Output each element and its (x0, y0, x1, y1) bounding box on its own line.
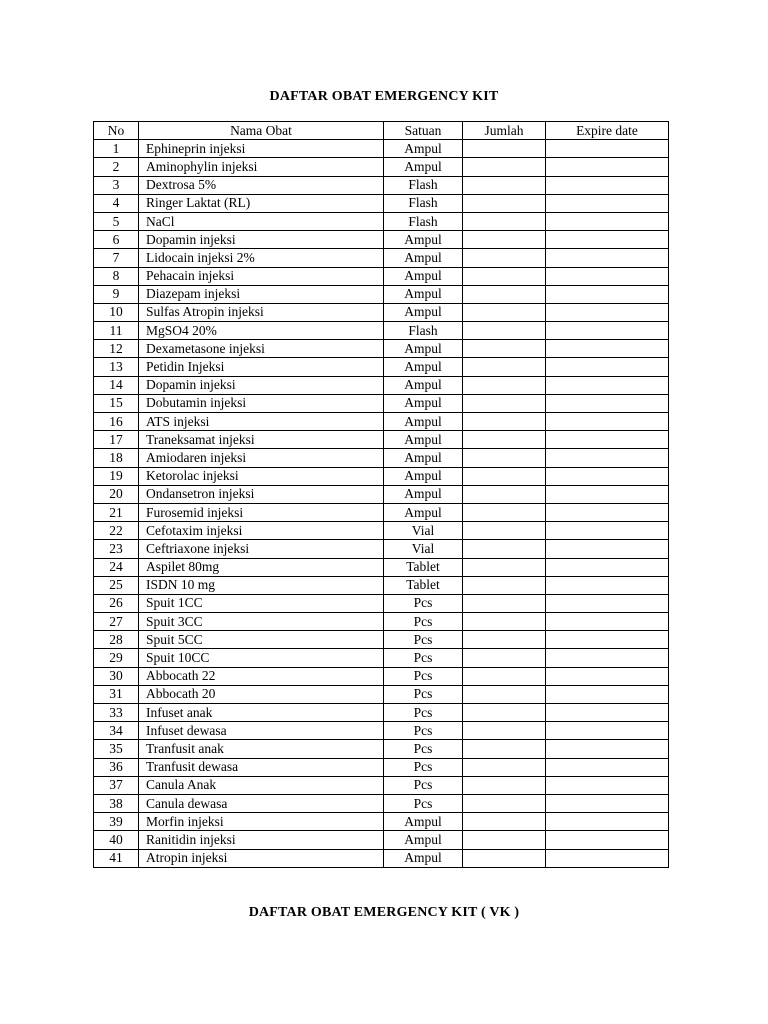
cell-no: 18 (94, 449, 139, 467)
cell-expire-date (546, 212, 669, 230)
cell-no: 24 (94, 558, 139, 576)
table-row (94, 685, 669, 703)
cell-no: 6 (94, 231, 139, 249)
cell-expire-date (546, 649, 669, 667)
cell-quantity (463, 594, 546, 612)
cell-quantity (463, 558, 546, 576)
cell-quantity (463, 758, 546, 776)
cell-quantity (463, 158, 546, 176)
table-row (94, 358, 669, 376)
cell-quantity (463, 376, 546, 394)
cell-medicine-name: Dobutamin injeksi (139, 394, 384, 412)
cell-no: 20 (94, 485, 139, 503)
cell-medicine-name: Aspilet 80mg (139, 558, 384, 576)
cell-no: 23 (94, 540, 139, 558)
cell-medicine-name: Tranfusit anak (139, 740, 384, 758)
cell-quantity (463, 231, 546, 249)
cell-unit: Ampul (384, 376, 463, 394)
table-row (94, 831, 669, 849)
cell-quantity (463, 212, 546, 230)
cell-no: 37 (94, 776, 139, 794)
cell-expire-date (546, 140, 669, 158)
cell-unit: Flash (384, 194, 463, 212)
table-row (94, 522, 669, 540)
cell-no: 10 (94, 303, 139, 321)
cell-expire-date (546, 813, 669, 831)
cell-no: 4 (94, 194, 139, 212)
table-row (94, 485, 669, 503)
cell-medicine-name: Ringer Laktat (RL) (139, 194, 384, 212)
table-row (94, 813, 669, 831)
cell-expire-date (546, 503, 669, 521)
cell-expire-date (546, 467, 669, 485)
cell-quantity (463, 413, 546, 431)
cell-medicine-name: Abbocath 22 (139, 667, 384, 685)
cell-quantity (463, 467, 546, 485)
cell-expire-date (546, 413, 669, 431)
table-row (94, 849, 669, 867)
cell-quantity (463, 285, 546, 303)
table-row (94, 231, 669, 249)
cell-unit: Vial (384, 540, 463, 558)
cell-expire-date (546, 613, 669, 631)
cell-no: 29 (94, 649, 139, 667)
cell-medicine-name: Spuit 10CC (139, 649, 384, 667)
table-row (94, 449, 669, 467)
table-row (94, 794, 669, 812)
cell-medicine-name: Tranfusit dewasa (139, 758, 384, 776)
cell-quantity (463, 704, 546, 722)
cell-quantity (463, 831, 546, 849)
cell-expire-date (546, 704, 669, 722)
cell-no: 15 (94, 394, 139, 412)
cell-expire-date (546, 249, 669, 267)
cell-no: 11 (94, 322, 139, 340)
table-row (94, 431, 669, 449)
cell-medicine-name: Pehacain injeksi (139, 267, 384, 285)
cell-medicine-name: Morfin injeksi (139, 813, 384, 831)
table-row (94, 394, 669, 412)
cell-quantity (463, 394, 546, 412)
cell-expire-date (546, 594, 669, 612)
table-row (94, 740, 669, 758)
cell-medicine-name: Sulfas Atropin injeksi (139, 303, 384, 321)
cell-no: 16 (94, 413, 139, 431)
cell-unit: Ampul (384, 503, 463, 521)
table-row (94, 558, 669, 576)
cell-quantity (463, 503, 546, 521)
cell-unit: Tablet (384, 576, 463, 594)
table-row (94, 140, 669, 158)
table-body (94, 140, 669, 868)
cell-no: 30 (94, 667, 139, 685)
cell-unit: Ampul (384, 394, 463, 412)
cell-quantity (463, 340, 546, 358)
cell-medicine-name: Dextrosa 5% (139, 176, 384, 194)
cell-unit: Ampul (384, 831, 463, 849)
cell-unit: Pcs (384, 594, 463, 612)
cell-unit: Pcs (384, 776, 463, 794)
table-row (94, 503, 669, 521)
table-row (94, 413, 669, 431)
cell-expire-date (546, 831, 669, 849)
cell-unit: Pcs (384, 667, 463, 685)
cell-no: 5 (94, 212, 139, 230)
cell-medicine-name: Ephineprin injeksi (139, 140, 384, 158)
cell-quantity (463, 176, 546, 194)
cell-no: 41 (94, 849, 139, 867)
cell-no: 13 (94, 358, 139, 376)
cell-expire-date (546, 322, 669, 340)
cell-expire-date (546, 540, 669, 558)
cell-medicine-name: Diazepam injeksi (139, 285, 384, 303)
table-row (94, 158, 669, 176)
cell-expire-date (546, 376, 669, 394)
cell-quantity (463, 613, 546, 631)
cell-expire-date (546, 849, 669, 867)
cell-quantity (463, 794, 546, 812)
cell-no: 9 (94, 285, 139, 303)
cell-medicine-name: Canula Anak (139, 776, 384, 794)
cell-no: 19 (94, 467, 139, 485)
cell-unit: Pcs (384, 685, 463, 703)
cell-expire-date (546, 776, 669, 794)
cell-expire-date (546, 758, 669, 776)
cell-expire-date (546, 158, 669, 176)
cell-medicine-name: Traneksamat injeksi (139, 431, 384, 449)
cell-no: 7 (94, 249, 139, 267)
cell-expire-date (546, 740, 669, 758)
cell-unit: Ampul (384, 158, 463, 176)
table-header-row (94, 122, 669, 140)
cell-no: 22 (94, 522, 139, 540)
table-row (94, 776, 669, 794)
cell-unit: Ampul (384, 285, 463, 303)
table-row (94, 267, 669, 285)
table-row (94, 176, 669, 194)
cell-no: 35 (94, 740, 139, 758)
cell-no: 8 (94, 267, 139, 285)
cell-quantity (463, 267, 546, 285)
table-row (94, 540, 669, 558)
cell-unit: Tablet (384, 558, 463, 576)
cell-no: 25 (94, 576, 139, 594)
cell-unit: Ampul (384, 813, 463, 831)
cell-expire-date (546, 358, 669, 376)
cell-unit: Ampul (384, 467, 463, 485)
table-row (94, 649, 669, 667)
table-row (94, 667, 669, 685)
cell-quantity (463, 358, 546, 376)
cell-medicine-name: Atropin injeksi (139, 849, 384, 867)
table-row (94, 285, 669, 303)
cell-medicine-name: ISDN 10 mg (139, 576, 384, 594)
cell-unit: Pcs (384, 613, 463, 631)
cell-unit: Ampul (384, 249, 463, 267)
cell-expire-date (546, 794, 669, 812)
table-row (94, 576, 669, 594)
cell-unit: Ampul (384, 303, 463, 321)
cell-expire-date (546, 631, 669, 649)
cell-quantity (463, 740, 546, 758)
cell-no: 12 (94, 340, 139, 358)
cell-quantity (463, 576, 546, 594)
cell-unit: Pcs (384, 758, 463, 776)
cell-unit: Pcs (384, 794, 463, 812)
cell-expire-date (546, 722, 669, 740)
cell-medicine-name: Amiodaren injeksi (139, 449, 384, 467)
cell-expire-date (546, 285, 669, 303)
cell-no: 17 (94, 431, 139, 449)
cell-no: 14 (94, 376, 139, 394)
cell-unit: Ampul (384, 849, 463, 867)
cell-quantity (463, 303, 546, 321)
cell-medicine-name: NaCl (139, 212, 384, 230)
cell-medicine-name: Canula dewasa (139, 794, 384, 812)
cell-quantity (463, 722, 546, 740)
cell-no: 1 (94, 140, 139, 158)
table-row (94, 613, 669, 631)
cell-no: 40 (94, 831, 139, 849)
cell-no: 36 (94, 758, 139, 776)
table-row (94, 322, 669, 340)
cell-medicine-name: ATS injeksi (139, 413, 384, 431)
cell-expire-date (546, 558, 669, 576)
cell-medicine-name: Spuit 1CC (139, 594, 384, 612)
cell-quantity (463, 540, 546, 558)
cell-no: 27 (94, 613, 139, 631)
cell-no: 21 (94, 503, 139, 521)
cell-medicine-name: Dopamin injeksi (139, 376, 384, 394)
cell-quantity (463, 522, 546, 540)
section-title-vk: DAFTAR OBAT EMERGENCY KIT ( VK ) (248, 905, 520, 920)
cell-unit: Pcs (384, 649, 463, 667)
cell-no: 33 (94, 704, 139, 722)
cell-quantity (463, 194, 546, 212)
cell-medicine-name: Ceftriaxone injeksi (139, 540, 384, 558)
table-row (94, 704, 669, 722)
cell-unit: Ampul (384, 358, 463, 376)
cell-medicine-name: Spuit 5CC (139, 631, 384, 649)
table-row (94, 467, 669, 485)
cell-medicine-name: Lidocain injeksi 2% (139, 249, 384, 267)
document-title: DAFTAR OBAT EMERGENCY KIT (269, 89, 499, 104)
cell-medicine-name: Spuit 3CC (139, 613, 384, 631)
cell-expire-date (546, 431, 669, 449)
column-header-quantity: Jumlah (463, 122, 546, 140)
cell-expire-date (546, 267, 669, 285)
cell-unit: Ampul (384, 267, 463, 285)
cell-quantity (463, 685, 546, 703)
table-row (94, 758, 669, 776)
cell-no: 38 (94, 794, 139, 812)
cell-unit: Pcs (384, 722, 463, 740)
cell-quantity (463, 485, 546, 503)
cell-no: 3 (94, 176, 139, 194)
cell-expire-date (546, 176, 669, 194)
cell-expire-date (546, 522, 669, 540)
cell-unit: Ampul (384, 340, 463, 358)
cell-medicine-name: Petidin Injeksi (139, 358, 384, 376)
cell-quantity (463, 431, 546, 449)
cell-no: 2 (94, 158, 139, 176)
column-header-name: Nama Obat (139, 122, 384, 140)
table-row (94, 631, 669, 649)
cell-unit: Pcs (384, 704, 463, 722)
cell-expire-date (546, 449, 669, 467)
column-header-expire-date: Expire date (546, 122, 669, 140)
cell-unit: Ampul (384, 413, 463, 431)
table-row (94, 194, 669, 212)
cell-no: 39 (94, 813, 139, 831)
table-row (94, 212, 669, 230)
cell-expire-date (546, 194, 669, 212)
cell-quantity (463, 449, 546, 467)
cell-quantity (463, 776, 546, 794)
cell-unit: Pcs (384, 740, 463, 758)
cell-medicine-name: Abbocath 20 (139, 685, 384, 703)
medicine-table (93, 121, 669, 868)
cell-medicine-name: Infuset dewasa (139, 722, 384, 740)
cell-expire-date (546, 340, 669, 358)
cell-expire-date (546, 576, 669, 594)
cell-no: 26 (94, 594, 139, 612)
cell-quantity (463, 322, 546, 340)
cell-medicine-name: MgSO4 20% (139, 322, 384, 340)
cell-unit: Flash (384, 176, 463, 194)
column-header-unit: Satuan (384, 122, 463, 140)
cell-quantity (463, 631, 546, 649)
cell-medicine-name: Infuset anak (139, 704, 384, 722)
table-row (94, 249, 669, 267)
cell-expire-date (546, 685, 669, 703)
cell-unit: Ampul (384, 449, 463, 467)
cell-medicine-name: Cefotaxim injeksi (139, 522, 384, 540)
cell-medicine-name: Aminophylin injeksi (139, 158, 384, 176)
table-row (94, 722, 669, 740)
cell-unit: Ampul (384, 485, 463, 503)
cell-medicine-name: Furosemid injeksi (139, 503, 384, 521)
cell-quantity (463, 649, 546, 667)
column-header-no: No (94, 122, 139, 140)
table-row (94, 376, 669, 394)
cell-medicine-name: Dexametasone injeksi (139, 340, 384, 358)
cell-expire-date (546, 303, 669, 321)
cell-unit: Ampul (384, 231, 463, 249)
cell-medicine-name: Ondansetron injeksi (139, 485, 384, 503)
table-row (94, 340, 669, 358)
cell-unit: Ampul (384, 140, 463, 158)
cell-expire-date (546, 231, 669, 249)
cell-no: 31 (94, 685, 139, 703)
cell-medicine-name: Ketorolac injeksi (139, 467, 384, 485)
cell-quantity (463, 849, 546, 867)
cell-unit: Ampul (384, 431, 463, 449)
cell-quantity (463, 667, 546, 685)
cell-unit: Flash (384, 212, 463, 230)
cell-expire-date (546, 394, 669, 412)
cell-unit: Flash (384, 322, 463, 340)
cell-expire-date (546, 667, 669, 685)
cell-medicine-name: Ranitidin injeksi (139, 831, 384, 849)
cell-unit: Vial (384, 522, 463, 540)
cell-quantity (463, 813, 546, 831)
cell-medicine-name: Dopamin injeksi (139, 231, 384, 249)
table-row (94, 303, 669, 321)
cell-no: 28 (94, 631, 139, 649)
cell-expire-date (546, 485, 669, 503)
cell-quantity (463, 140, 546, 158)
cell-unit: Pcs (384, 631, 463, 649)
cell-no: 34 (94, 722, 139, 740)
table-row (94, 594, 669, 612)
cell-quantity (463, 249, 546, 267)
